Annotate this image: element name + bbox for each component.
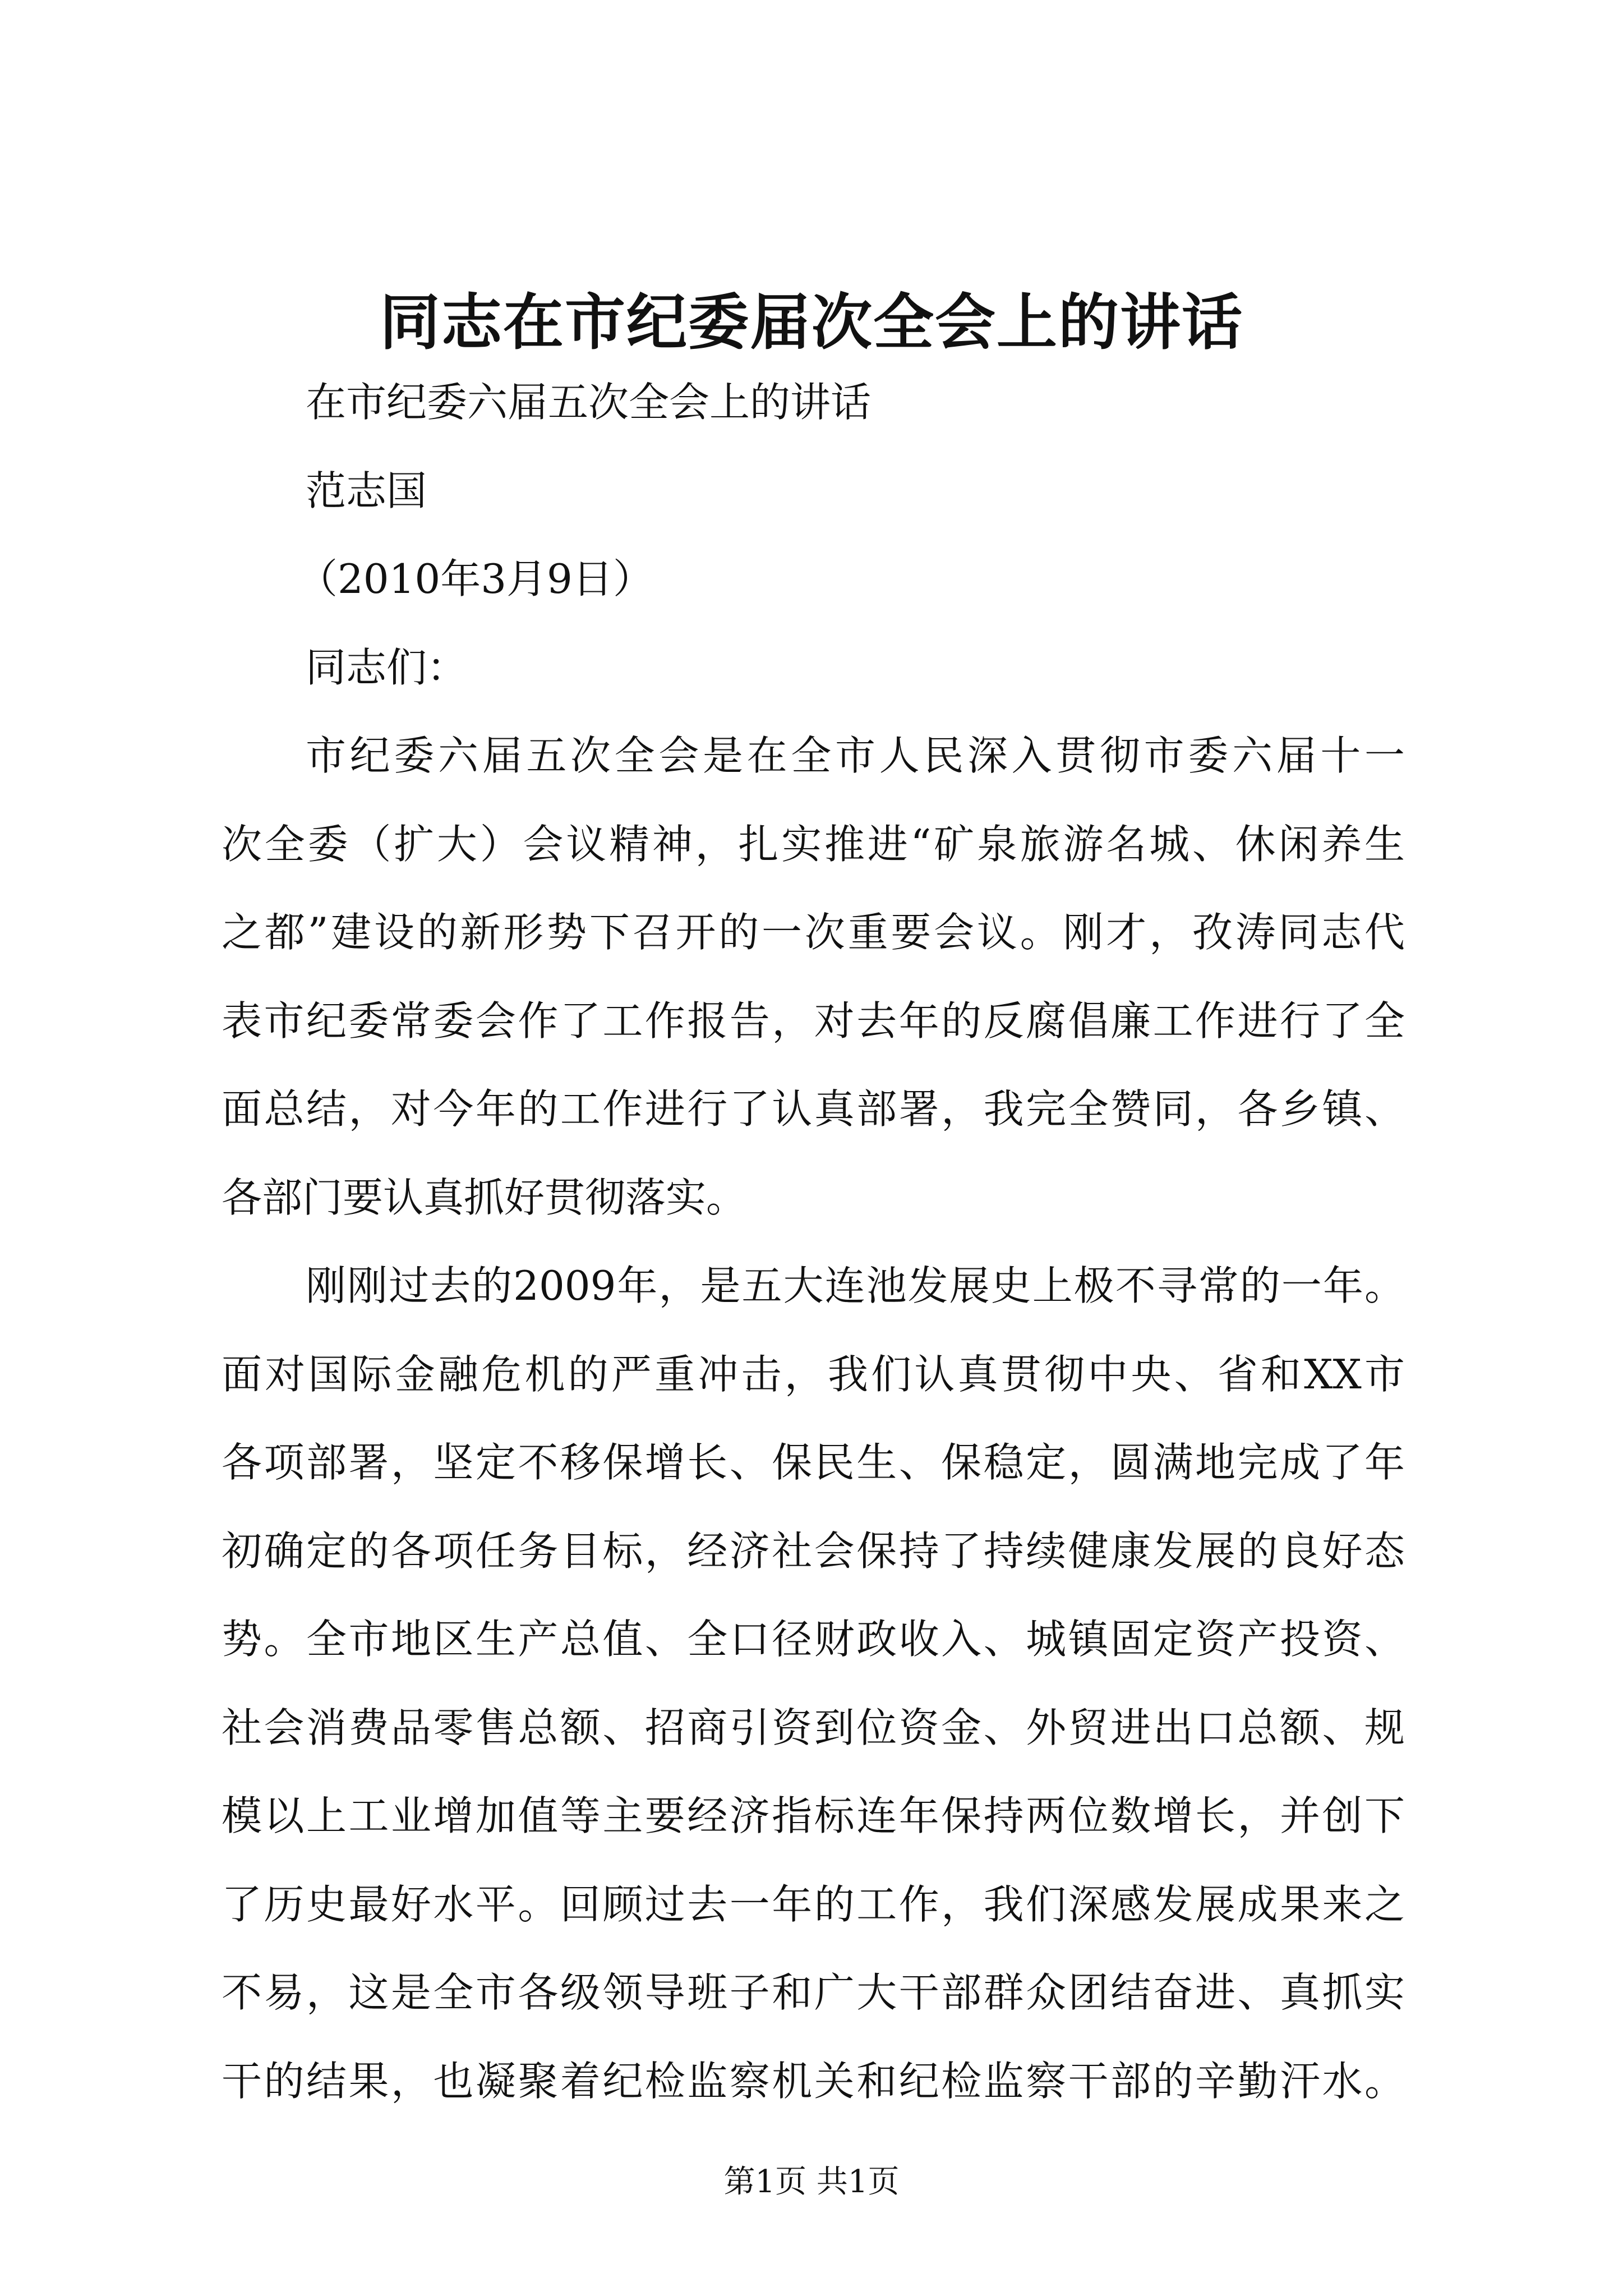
author: 范志国: [306, 467, 427, 514]
paragraph-line: 各项部署，坚定不移保增长、保民生、保稳定，圆满地完成了年: [222, 1439, 1405, 1486]
subtitle: 在市纪委六届五次全会上的讲话: [306, 379, 872, 426]
paragraph-line: 了历史最好水平。回顾过去一年的工作，我们深感发展成果来之: [222, 1880, 1405, 1928]
paragraph-line: 市纪委六届五次全会是在全市人民深入贯彻市委六届十一: [306, 732, 1405, 779]
page-footer: 第1页 共1页: [723, 2163, 900, 2200]
paragraph-line: 各部门要认真抓好贯彻落实。: [222, 1174, 747, 1221]
paragraph-line: 社会消费品零售总额、招商引资到位资金、外贸进出口总额、规: [222, 1704, 1405, 1751]
speech-date: （2010年3月9日）: [297, 555, 653, 602]
salutation: 同志们：: [306, 643, 468, 691]
paragraph-line: 模以上工业增加值等主要经济指标连年保持两位数增长，并创下: [222, 1792, 1405, 1839]
paragraph-line: 表市纪委常委会作了工作报告，对去年的反腐倡廉工作进行了全: [222, 997, 1405, 1045]
paragraph-line: 干的结果，也凝聚着纪检监察机关和纪检监察干部的辛勤汗水。: [222, 2057, 1405, 2105]
paragraph-line: 次全委（扩大）会议精神，扎实推进“矿泉旅游名城、休闲养生: [222, 820, 1405, 868]
paragraph-line: 初确定的各项任务目标，经济社会保持了持续健康发展的良好态: [222, 1527, 1405, 1575]
document-title: 同志在市纪委届次全会上的讲话: [379, 287, 1243, 358]
paragraph-line: 刚刚过去的2009年，是五大连池发展史上极不寻常的一年。: [306, 1262, 1405, 1309]
paragraph-line: 面对国际金融危机的严重冲击，我们认真贯彻中央、省和XX市: [222, 1350, 1405, 1398]
paragraph-line: 面总结，对今年的工作进行了认真部署，我完全赞同，各乡镇、: [222, 1085, 1405, 1133]
paragraph-line: 势。全市地区生产总值、全口径财政收入、城镇固定资产投资、: [222, 1616, 1405, 1663]
paragraph-line: 之都”建设的新形势下召开的一次重要会议。刚才，孜涛同志代: [222, 909, 1405, 956]
paragraph-line: 不易，这是全市各级领导班子和广大干部群众团结奋进、真抓实: [222, 1969, 1405, 2016]
